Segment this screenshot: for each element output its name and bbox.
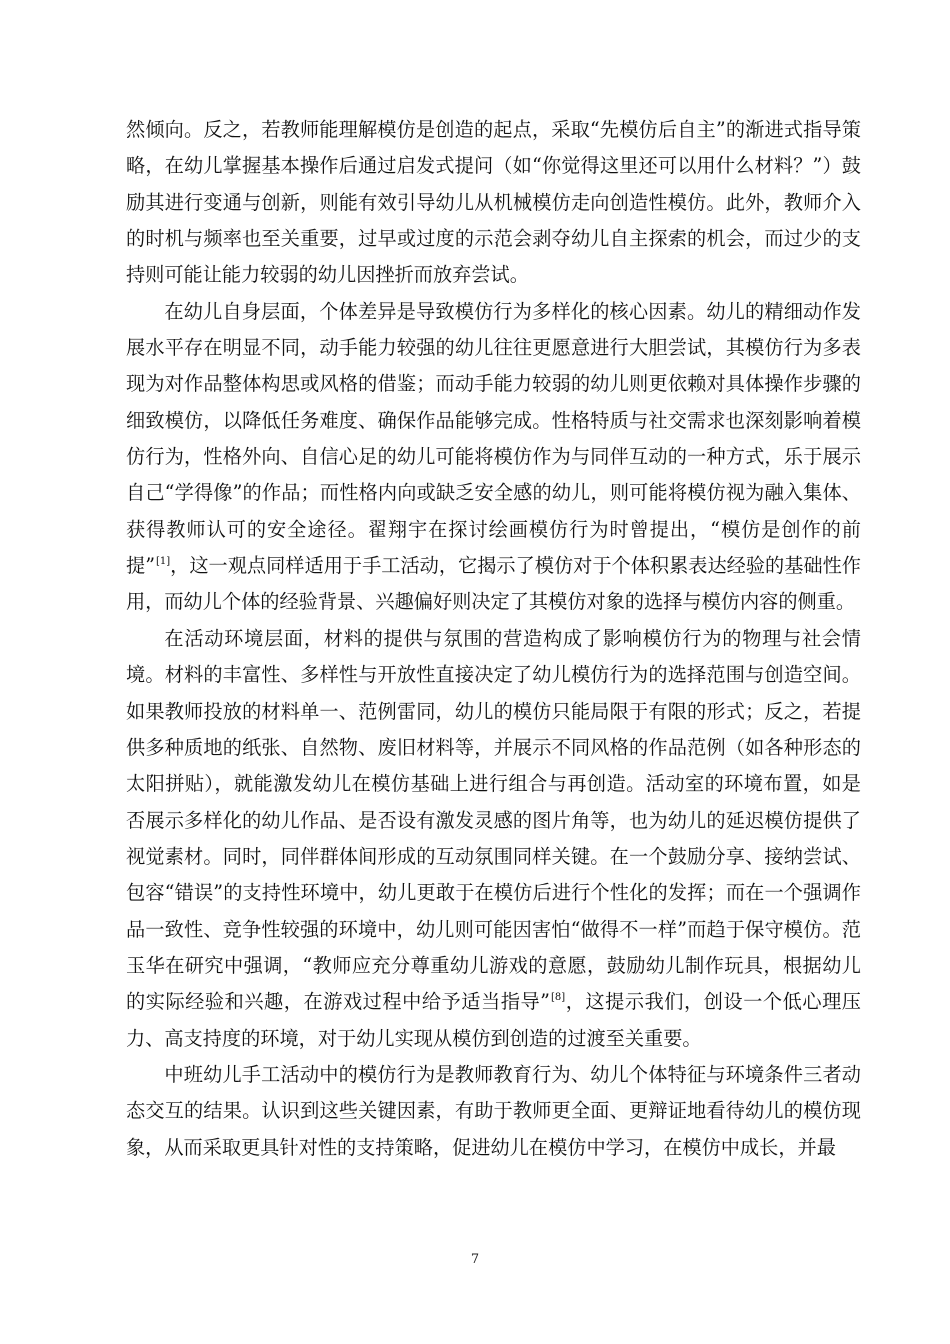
citation-reference: [8] [550, 992, 566, 1004]
paragraph [126, 621, 861, 1057]
text-run: ，这一观点同样适用于手工活动，它揭示了模仿对于个体积累表达经验的基础性作用，而幼儿个体的经验背景、兴趣偏好则决定了其模仿对象的选择与模仿内容的侧重。 [126, 554, 861, 614]
paragraph [126, 1057, 861, 1166]
text-run: 在活动环境层面，材料的提供与氛围的营造构成了影响模仿行为的物理与社会情境。材料的丰富性、多样性与开放性直接决定了幼儿模仿行为的选择范围与创造空间。如果教师投放的材料单一、范例雷同，幼儿的模仿只能局限于有限的形式；反之，若提供多种质地的纸张、自然物、废旧材料等，并展示不同风格的作品范例（如各种形态的太阳拼贴），就能激发幼儿在模仿基础上进行组合与再创造。活动室的环境布置，如是否展示多样化的幼儿作品、是否设有激发灵感的图片角等，也为幼儿的延迟模仿提供了视觉素材。同时，同伴群体间形成的互动氛围同样关键。在一个鼓励分享、接纳尝试、包容“错误”的支持性环境中，幼儿更敢于在模仿后进行个性化的发挥；而在一个强调作品一致性、竞争性较强的环境中，幼儿则可能因害怕“做得不一样”而趋于保守模仿。范玉华在研究中强调，“教师应充分尊重幼儿游戏的意愿，鼓励幼儿制作玩具，根据幼儿的实际经验和兴趣，在游戏过程中给予适当指导” [126, 626, 861, 1014]
page-number: 7 [470, 1252, 480, 1267]
text-run: 在幼儿自身层面，个体差异是导致模仿行为多样化的核心因素。幼儿的精细动作发展水平存在明显不同，动手能力较强的幼儿往往更愿意进行大胆尝试，其模仿行为多表现为对作品整体构思或风格的借鉴；而动手能力较弱的幼儿则更依赖对具体操作步骤的细致模仿，以降低任务难度、确保作品能够完成。性格特质与社交需求也深刻影响着模仿行为，性格外向、自信心足的幼儿可能将模仿作为与同伴互动的一种方式，乐于展示自己“学得像”的作品；而性格内向或缺乏安全感的幼儿，则可能将模仿视为融入集体、获得教师认可的安全途径。翟翔宇在探讨绘画模仿行为时曾提出，“模仿是创作的前提” [126, 299, 861, 578]
text-run: 然倾向。反之，若教师能理解模仿是创造的起点，采取“先模仿后自主”的渐进式指导策略，在幼儿掌握基本操作后通过启发式提问（如“你觉得这里还可以用什么材料？”）鼓励其进行变通与创新，则能有效引导幼儿从机械模仿走向创造性模仿。此外，教师介入的时机与频率也至关重要，过早或过度的示范会剥夺幼儿自主探索的机会，而过少的支持则可能让能力较弱的幼儿因挫折而放弃尝试。 [126, 118, 861, 287]
citation-reference: [1] [156, 556, 171, 568]
text-run: 中班幼儿手工活动中的模仿行为是教师教育行为、幼儿个体特征与环境条件三者动态交互的结果。认识到这些关键因素，有助于教师更全面、更辩证地看待幼儿的模仿现象，从而采取更具针对性的支持策略，促进幼儿在模仿中学习，在模仿中成长，并最 [126, 1062, 861, 1159]
paragraph [126, 112, 861, 294]
body-text [126, 112, 861, 1166]
paragraph [126, 294, 861, 621]
text-run: ，这提示我们，创设一个低心理压力、高支持度的环境，对于幼儿实现从模仿到创造的过渡至关重要。 [126, 990, 861, 1050]
